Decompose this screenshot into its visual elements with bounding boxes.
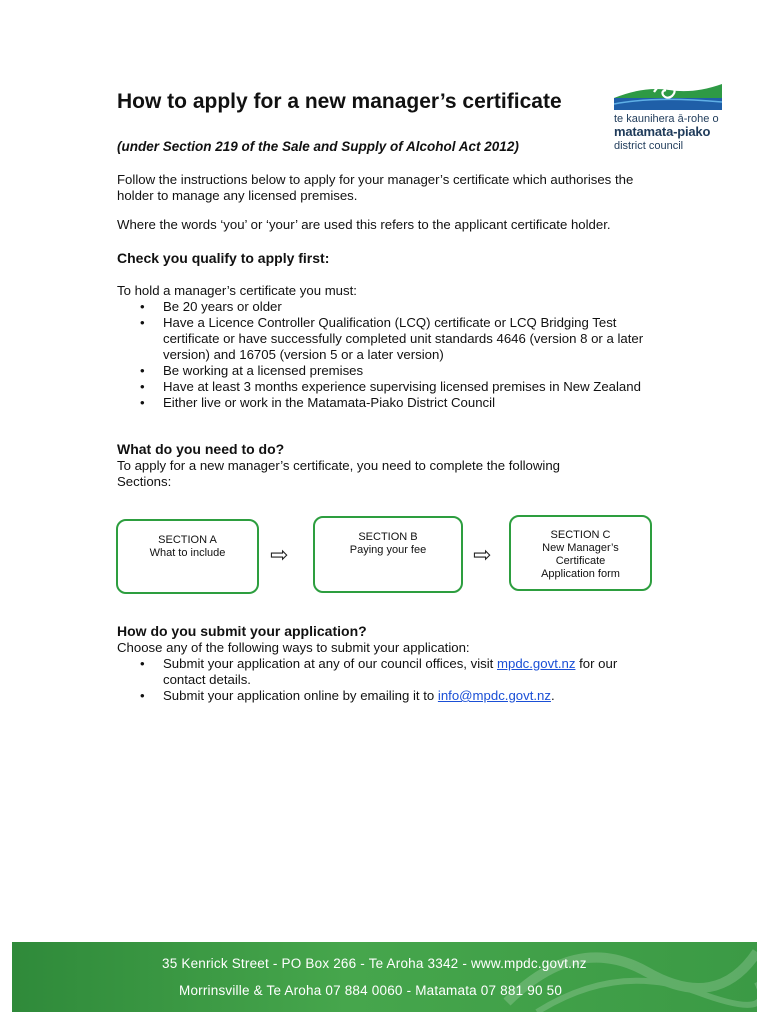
section-b-desc: Paying your fee: [349, 544, 427, 556]
submit-item2-tail: .: [550, 688, 555, 703]
submit-lead: Choose any of the following ways to submit your application:: [117, 640, 470, 655]
todo-heading: What do you need to do?: [117, 441, 285, 457]
footer-address: 35 Kenrick Street - PO Box 266 - Te Aroha 3342 - www.mpdc.govt.nz: [162, 956, 587, 971]
qualify-lead: To hold a manager’s certificate you must:: [117, 283, 357, 298]
submit-item1-tail: for our contact details.: [163, 656, 618, 687]
submit-item2-text: Submit your application online by emailing it to: [163, 688, 438, 703]
logo-text-council: district council: [614, 140, 684, 152]
section-c-desc: New Manager’s Certificate Application form: [541, 542, 620, 580]
list-item: • Have at least 3 months experience supervising licensed premises in New Zealand: [117, 379, 657, 395]
list-item: • Be 20 years or older: [117, 299, 657, 315]
logo-text-name: matamata-piako: [614, 124, 711, 139]
submit-list: [117, 656, 657, 704]
email-link[interactable]: info@mpdc.govt.nz: [437, 688, 551, 703]
qualify-heading: Check you qualify to apply first:: [117, 250, 330, 266]
footer-phones: Morrinsville & Te Aroha 07 884 0060 - Matamata 07 881 90 50: [179, 983, 563, 998]
footer-swirl-icon: [497, 942, 757, 1012]
list-item: [117, 688, 657, 704]
list-item: • Either live or work in the Matamata-Piako District Council: [117, 395, 657, 411]
section-c-title: SECTION C: [550, 529, 611, 541]
list-item: • Be working at a licensed premises: [117, 363, 657, 379]
arrow-right-icon: ⇨: [270, 542, 289, 567]
page-title: How to apply for a new manager’s certificate: [117, 90, 562, 113]
definition-paragraph: Where the words ‘you’ or ‘your’ are used this refers to the applicant certificate holder.: [117, 217, 611, 232]
section-b-box: [313, 516, 463, 593]
section-b-title: SECTION B: [358, 531, 418, 543]
list-item: • Have a Licence Controller Qualification (LCQ) certificate or LCQ Bridging Test certificate or have successfully completed unit standards 4646 (version 8 or a later version) and 16705 (version 5 or a later version): [117, 315, 657, 363]
logo-text-te-reo: te kaunihera ā-rohe o: [614, 113, 719, 125]
arrow-right-icon: ⇨: [473, 542, 492, 567]
section-a-desc: What to include: [149, 547, 226, 559]
submit-item1-text: Submit your application at any of our council offices, visit: [163, 656, 498, 671]
page-subtitle: (under Section 219 of the Sale and Supply of Alcohol Act 2012): [117, 139, 519, 154]
section-a-box: [116, 519, 259, 594]
intro-paragraph: Follow the instructions below to apply for your manager’s certificate which authorises the holder to manage any licensed premises.: [117, 172, 634, 203]
submit-heading: How do you submit your application?: [117, 623, 367, 639]
section-a-title: SECTION A: [158, 534, 217, 546]
section-c-box: [509, 515, 652, 591]
list-item: [117, 656, 657, 688]
footer-banner: [12, 942, 757, 1012]
todo-text: To apply for a new manager’s certificate, you need to complete the following Sections:: [117, 458, 561, 489]
website-link[interactable]: mpdc.govt.nz: [497, 656, 576, 671]
council-logo: [612, 78, 742, 154]
council-logo-icon: [614, 78, 722, 110]
qualify-list: [117, 299, 657, 411]
